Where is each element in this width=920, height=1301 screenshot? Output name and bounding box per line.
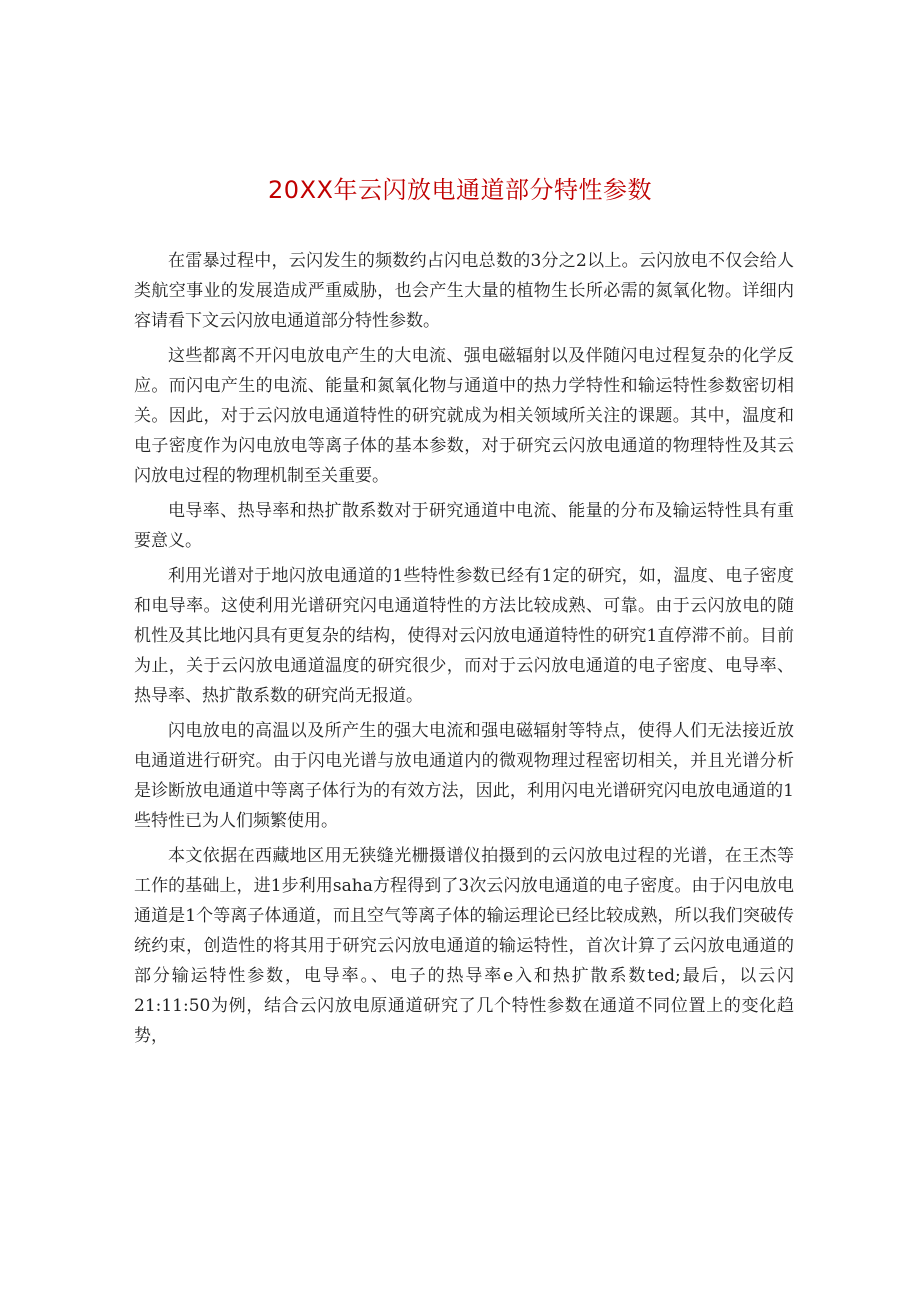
- paragraph-6: 本文依据在西藏地区用无狭缝光栅摄谱仪拍摄到的云闪放电过程的光谱，在王杰等工作的基础上，进1步利用saha方程得到了3次云闪放电通道的电子密度。由于闪电放电通道是1个等离子体通道，而且空气等离子体的输运理论已经比较成熟，所以我们突破传统约束，创造性的将其用于研究云闪放电通道的输运特性，首次计算了云闪放电通道的部分输运特性参数，电导率。、电子的热导率e入和热扩散系数ted;最后，以云闪21:11:50为例，结合云闪放电原通道研究了几个特性参数在通道不同位置上的变化趋势，: [134, 846, 794, 1046]
- paragraph-1: 在雷暴过程中，云闪发生的频数约占闪电总数的3分之2以上。云闪放电不仅会给人类航空事业的发展造成严重威胁，也会产生大量的植物生长所必需的氮氧化物。详细内容请看下文云闪放电通道部分特性参数。: [134, 251, 794, 331]
- paragraph-2: 这些都离不开闪电放电产生的大电流、强电磁辐射以及伴随闪电过程复杂的化学反应。而闪电产生的电流、能量和氮氧化物与通道中的热力学特性和输运特性参数密切相关。因此，对于云闪放电通道特性的研究就成为相关领域所关注的课题。其中，温度和电子密度作为闪电放电等离子体的基本参数，对于研究云闪放电通道的物理特性及其云闪放电过程的物理机制至关重要。: [134, 346, 794, 486]
- paragraph-5: 闪电放电的高温以及所产生的强大电流和强电磁辐射等特点，使得人们无法接近放电通道进行研究。由于闪电光谱与放电通道内的微观物理过程密切相关，并且光谱分析是诊断放电通道中等离子体行为的有效方法，因此，利用闪电光谱研究闪电放电通道的1些特性已为人们频繁使用。: [134, 721, 794, 831]
- paragraph-3: 电导率、热导率和热扩散系数对于研究通道中电流、能量的分布及输运特性具有重要意义。: [134, 501, 794, 551]
- document-body: [134, 246, 794, 1056]
- paragraph-4: 利用光谱对于地闪放电通道的1些特性参数已经有1定的研究，如，温度、电子密度和电导率。这使利用光谱研究闪电通道特性的方法比较成熟、可靠。由于云闪放电的随机性及其比地闪具有更复杂的结构，使得对云闪放电通道特性的研究1直停滞不前。目前为止，关于云闪放电通道温度的研究很少，而对于云闪放电通道的电子密度、电导率、热导率、热扩散系数的研究尚无报道。: [134, 566, 794, 706]
- document-title: 20XX年云闪放电通道部分特性参数: [268, 176, 652, 204]
